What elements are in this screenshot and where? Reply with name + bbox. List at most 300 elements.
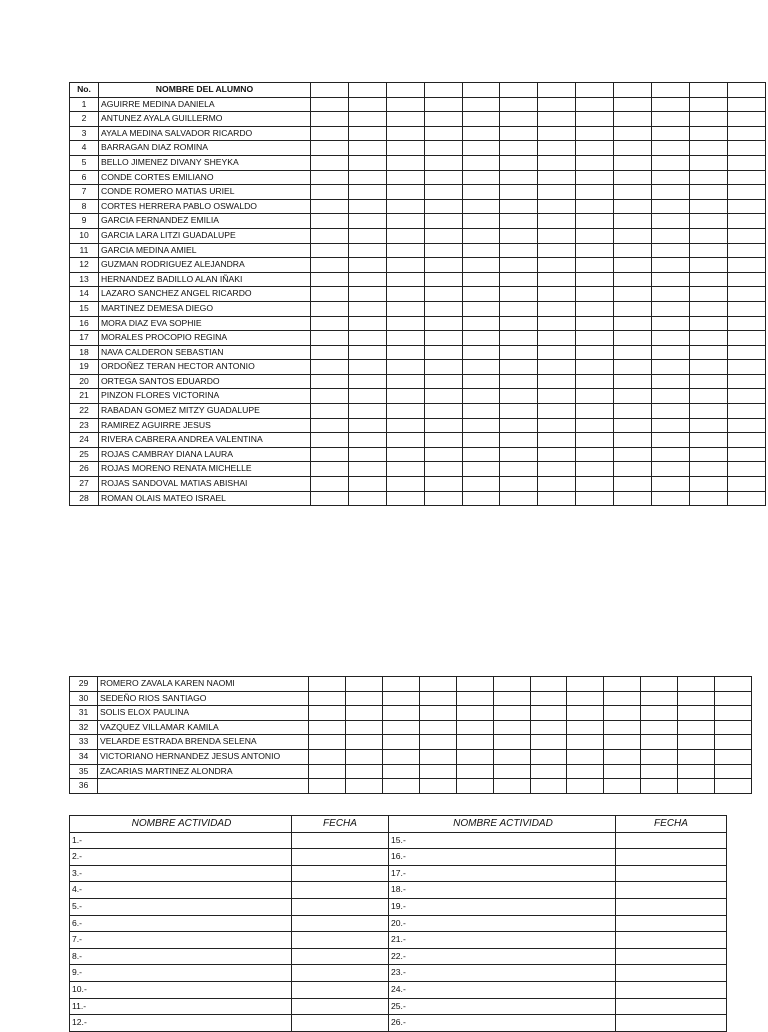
grade-cell[interactable] <box>689 112 727 127</box>
grade-cell[interactable] <box>311 345 349 360</box>
grade-cell[interactable] <box>689 258 727 273</box>
grade-cell[interactable] <box>614 331 652 346</box>
grade-cell[interactable] <box>311 316 349 331</box>
grade-cell[interactable] <box>727 418 765 433</box>
grade-cell[interactable] <box>727 374 765 389</box>
activity-date-cell[interactable] <box>616 915 727 932</box>
grade-cell[interactable] <box>652 170 690 185</box>
grade-cell[interactable] <box>311 214 349 229</box>
grade-cell[interactable] <box>386 228 424 243</box>
activity-date-cell[interactable] <box>616 849 727 866</box>
grade-cell[interactable] <box>652 477 690 492</box>
grade-cell[interactable] <box>348 170 386 185</box>
grade-cell[interactable] <box>424 170 462 185</box>
grade-cell[interactable] <box>500 97 538 112</box>
grade-cell[interactable] <box>311 228 349 243</box>
grade-cell[interactable] <box>386 141 424 156</box>
grade-cell[interactable] <box>500 272 538 287</box>
grade-cell[interactable] <box>386 243 424 258</box>
grade-cell[interactable] <box>652 155 690 170</box>
grade-cell[interactable] <box>576 126 614 141</box>
grade-cell[interactable] <box>386 477 424 492</box>
grade-cell[interactable] <box>456 749 493 764</box>
grade-cell[interactable] <box>567 749 604 764</box>
grade-cell[interactable] <box>576 447 614 462</box>
grade-cell[interactable] <box>311 462 349 477</box>
activity-date-cell[interactable] <box>292 1015 389 1032</box>
grade-cell[interactable] <box>576 301 614 316</box>
grade-cell[interactable] <box>604 735 641 750</box>
grade-cell[interactable] <box>614 170 652 185</box>
grade-cell[interactable] <box>311 126 349 141</box>
grade-cell[interactable] <box>309 735 346 750</box>
grade-cell[interactable] <box>576 374 614 389</box>
grade-cell[interactable] <box>652 404 690 419</box>
grade-cell[interactable] <box>462 447 500 462</box>
grade-cell[interactable] <box>348 199 386 214</box>
grade-cell[interactable] <box>311 331 349 346</box>
grade-cell[interactable] <box>614 97 652 112</box>
grade-cell[interactable] <box>386 126 424 141</box>
grade-cell[interactable] <box>689 433 727 448</box>
grade-cell[interactable] <box>652 301 690 316</box>
grade-cell[interactable] <box>462 477 500 492</box>
grade-cell[interactable] <box>614 389 652 404</box>
grade-cell[interactable] <box>462 126 500 141</box>
grade-cell[interactable] <box>567 779 604 794</box>
grade-cell[interactable] <box>500 374 538 389</box>
grade-cell[interactable] <box>689 287 727 302</box>
grade-cell[interactable] <box>576 345 614 360</box>
grade-cell[interactable] <box>538 141 576 156</box>
grade-cell[interactable] <box>386 360 424 375</box>
grade-cell[interactable] <box>346 706 383 721</box>
grade-cell[interactable] <box>456 764 493 779</box>
grade-cell[interactable] <box>652 418 690 433</box>
grade-cell[interactable] <box>576 228 614 243</box>
grade-cell[interactable] <box>456 691 493 706</box>
grade-cell[interactable] <box>424 331 462 346</box>
grade-cell[interactable] <box>456 735 493 750</box>
grade-cell[interactable] <box>382 749 419 764</box>
grade-cell[interactable] <box>614 199 652 214</box>
grade-cell[interactable] <box>462 374 500 389</box>
grade-cell[interactable] <box>500 316 538 331</box>
grade-cell[interactable] <box>493 735 530 750</box>
grade-cell[interactable] <box>614 141 652 156</box>
grade-cell[interactable] <box>614 126 652 141</box>
grade-cell[interactable] <box>576 199 614 214</box>
activity-date-cell[interactable] <box>616 981 727 998</box>
grade-cell[interactable] <box>311 360 349 375</box>
activity-date-cell[interactable] <box>616 965 727 982</box>
grade-cell[interactable] <box>462 170 500 185</box>
grade-cell[interactable] <box>727 272 765 287</box>
grade-cell[interactable] <box>715 677 752 692</box>
grade-cell[interactable] <box>462 301 500 316</box>
grade-cell[interactable] <box>348 389 386 404</box>
grade-cell[interactable] <box>604 677 641 692</box>
grade-cell[interactable] <box>614 112 652 127</box>
grade-cell[interactable] <box>462 345 500 360</box>
grade-cell[interactable] <box>576 360 614 375</box>
grade-cell[interactable] <box>530 749 567 764</box>
grade-cell[interactable] <box>652 97 690 112</box>
grade-cell[interactable] <box>348 141 386 156</box>
grade-cell[interactable] <box>641 779 678 794</box>
grade-cell[interactable] <box>567 706 604 721</box>
grade-cell[interactable] <box>576 389 614 404</box>
grade-cell[interactable] <box>538 345 576 360</box>
grade-cell[interactable] <box>652 462 690 477</box>
grade-cell[interactable] <box>614 258 652 273</box>
grade-cell[interactable] <box>424 301 462 316</box>
activity-date-cell[interactable] <box>292 882 389 899</box>
grade-cell[interactable] <box>614 477 652 492</box>
grade-cell[interactable] <box>456 779 493 794</box>
grade-cell[interactable] <box>614 228 652 243</box>
grade-cell[interactable] <box>348 491 386 506</box>
grade-cell[interactable] <box>538 389 576 404</box>
grade-cell[interactable] <box>500 477 538 492</box>
grade-cell[interactable] <box>530 764 567 779</box>
activity-date-cell[interactable] <box>616 932 727 949</box>
grade-cell[interactable] <box>424 462 462 477</box>
grade-cell[interactable] <box>576 462 614 477</box>
grade-cell[interactable] <box>382 706 419 721</box>
grade-cell[interactable] <box>614 214 652 229</box>
grade-cell[interactable] <box>424 433 462 448</box>
grade-cell[interactable] <box>309 720 346 735</box>
grade-cell[interactable] <box>500 447 538 462</box>
grade-cell[interactable] <box>462 316 500 331</box>
grade-cell[interactable] <box>386 155 424 170</box>
grade-cell[interactable] <box>652 316 690 331</box>
grade-cell[interactable] <box>641 706 678 721</box>
grade-cell[interactable] <box>652 199 690 214</box>
grade-cell[interactable] <box>538 360 576 375</box>
grade-cell[interactable] <box>604 691 641 706</box>
grade-cell[interactable] <box>462 112 500 127</box>
grade-cell[interactable] <box>462 389 500 404</box>
grade-cell[interactable] <box>576 272 614 287</box>
grade-cell[interactable] <box>727 462 765 477</box>
grade-cell[interactable] <box>311 491 349 506</box>
grade-cell[interactable] <box>424 316 462 331</box>
grade-cell[interactable] <box>311 433 349 448</box>
grade-cell[interactable] <box>727 404 765 419</box>
grade-cell[interactable] <box>614 301 652 316</box>
grade-cell[interactable] <box>311 301 349 316</box>
grade-cell[interactable] <box>689 228 727 243</box>
grade-cell[interactable] <box>311 272 349 287</box>
grade-cell[interactable] <box>386 491 424 506</box>
grade-cell[interactable] <box>386 433 424 448</box>
grade-cell[interactable] <box>346 749 383 764</box>
grade-cell[interactable] <box>348 112 386 127</box>
grade-cell[interactable] <box>386 214 424 229</box>
grade-cell[interactable] <box>386 404 424 419</box>
grade-cell[interactable] <box>641 735 678 750</box>
grade-cell[interactable] <box>652 389 690 404</box>
grade-cell[interactable] <box>424 185 462 200</box>
grade-cell[interactable] <box>493 706 530 721</box>
grade-cell[interactable] <box>424 404 462 419</box>
grade-cell[interactable] <box>576 214 614 229</box>
grade-cell[interactable] <box>614 447 652 462</box>
grade-cell[interactable] <box>311 258 349 273</box>
grade-cell[interactable] <box>538 433 576 448</box>
grade-cell[interactable] <box>462 185 500 200</box>
grade-cell[interactable] <box>386 287 424 302</box>
grade-cell[interactable] <box>419 764 456 779</box>
grade-cell[interactable] <box>678 706 715 721</box>
grade-cell[interactable] <box>500 301 538 316</box>
grade-cell[interactable] <box>462 97 500 112</box>
grade-cell[interactable] <box>689 185 727 200</box>
grade-cell[interactable] <box>462 155 500 170</box>
grade-cell[interactable] <box>652 433 690 448</box>
grade-cell[interactable] <box>689 404 727 419</box>
grade-cell[interactable] <box>538 155 576 170</box>
grade-cell[interactable] <box>727 433 765 448</box>
grade-cell[interactable] <box>538 491 576 506</box>
grade-cell[interactable] <box>689 97 727 112</box>
activity-date-cell[interactable] <box>616 898 727 915</box>
grade-cell[interactable] <box>576 331 614 346</box>
grade-cell[interactable] <box>462 331 500 346</box>
grade-cell[interactable] <box>538 418 576 433</box>
grade-cell[interactable] <box>493 677 530 692</box>
grade-cell[interactable] <box>715 749 752 764</box>
grade-cell[interactable] <box>727 243 765 258</box>
grade-cell[interactable] <box>456 706 493 721</box>
grade-cell[interactable] <box>538 243 576 258</box>
grade-cell[interactable] <box>348 345 386 360</box>
grade-cell[interactable] <box>678 779 715 794</box>
grade-cell[interactable] <box>309 691 346 706</box>
grade-cell[interactable] <box>348 214 386 229</box>
grade-cell[interactable] <box>614 360 652 375</box>
grade-cell[interactable] <box>715 735 752 750</box>
grade-cell[interactable] <box>530 691 567 706</box>
grade-cell[interactable] <box>382 691 419 706</box>
grade-cell[interactable] <box>493 720 530 735</box>
grade-cell[interactable] <box>500 112 538 127</box>
grade-cell[interactable] <box>424 141 462 156</box>
grade-cell[interactable] <box>538 97 576 112</box>
grade-cell[interactable] <box>500 360 538 375</box>
grade-cell[interactable] <box>424 360 462 375</box>
activity-date-cell[interactable] <box>616 865 727 882</box>
grade-cell[interactable] <box>311 447 349 462</box>
grade-cell[interactable] <box>493 764 530 779</box>
grade-cell[interactable] <box>424 112 462 127</box>
grade-cell[interactable] <box>652 447 690 462</box>
grade-cell[interactable] <box>311 243 349 258</box>
grade-cell[interactable] <box>386 301 424 316</box>
grade-cell[interactable] <box>538 477 576 492</box>
activity-date-cell[interactable] <box>292 932 389 949</box>
grade-cell[interactable] <box>462 141 500 156</box>
grade-cell[interactable] <box>311 477 349 492</box>
grade-cell[interactable] <box>348 447 386 462</box>
grade-cell[interactable] <box>641 677 678 692</box>
grade-cell[interactable] <box>689 126 727 141</box>
grade-cell[interactable] <box>538 126 576 141</box>
activity-date-cell[interactable] <box>616 882 727 899</box>
grade-cell[interactable] <box>538 404 576 419</box>
grade-cell[interactable] <box>652 360 690 375</box>
grade-cell[interactable] <box>614 243 652 258</box>
grade-cell[interactable] <box>348 97 386 112</box>
grade-cell[interactable] <box>689 447 727 462</box>
grade-cell[interactable] <box>382 735 419 750</box>
grade-cell[interactable] <box>500 287 538 302</box>
grade-cell[interactable] <box>311 170 349 185</box>
grade-cell[interactable] <box>386 462 424 477</box>
grade-cell[interactable] <box>652 141 690 156</box>
grade-cell[interactable] <box>462 462 500 477</box>
grade-cell[interactable] <box>538 228 576 243</box>
grade-cell[interactable] <box>727 141 765 156</box>
grade-cell[interactable] <box>678 764 715 779</box>
grade-cell[interactable] <box>419 677 456 692</box>
grade-cell[interactable] <box>462 272 500 287</box>
grade-cell[interactable] <box>727 97 765 112</box>
grade-cell[interactable] <box>538 272 576 287</box>
grade-cell[interactable] <box>462 243 500 258</box>
grade-cell[interactable] <box>311 418 349 433</box>
grade-cell[interactable] <box>604 749 641 764</box>
grade-cell[interactable] <box>462 433 500 448</box>
grade-cell[interactable] <box>462 360 500 375</box>
activity-date-cell[interactable] <box>292 832 389 849</box>
grade-cell[interactable] <box>309 677 346 692</box>
grade-cell[interactable] <box>538 214 576 229</box>
grade-cell[interactable] <box>346 779 383 794</box>
grade-cell[interactable] <box>538 287 576 302</box>
grade-cell[interactable] <box>382 764 419 779</box>
grade-cell[interactable] <box>727 301 765 316</box>
grade-cell[interactable] <box>614 316 652 331</box>
grade-cell[interactable] <box>348 316 386 331</box>
grade-cell[interactable] <box>348 272 386 287</box>
activity-date-cell[interactable] <box>292 965 389 982</box>
grade-cell[interactable] <box>346 677 383 692</box>
grade-cell[interactable] <box>641 720 678 735</box>
grade-cell[interactable] <box>538 258 576 273</box>
grade-cell[interactable] <box>311 155 349 170</box>
grade-cell[interactable] <box>715 720 752 735</box>
grade-cell[interactable] <box>652 491 690 506</box>
grade-cell[interactable] <box>382 720 419 735</box>
grade-cell[interactable] <box>424 126 462 141</box>
grade-cell[interactable] <box>576 141 614 156</box>
activity-date-cell[interactable] <box>292 898 389 915</box>
grade-cell[interactable] <box>309 749 346 764</box>
grade-cell[interactable] <box>348 287 386 302</box>
grade-cell[interactable] <box>311 374 349 389</box>
grade-cell[interactable] <box>538 199 576 214</box>
grade-cell[interactable] <box>348 185 386 200</box>
grade-cell[interactable] <box>652 112 690 127</box>
grade-cell[interactable] <box>576 316 614 331</box>
grade-cell[interactable] <box>348 258 386 273</box>
grade-cell[interactable] <box>493 691 530 706</box>
grade-cell[interactable] <box>689 374 727 389</box>
grade-cell[interactable] <box>689 477 727 492</box>
grade-cell[interactable] <box>567 691 604 706</box>
grade-cell[interactable] <box>538 170 576 185</box>
grade-cell[interactable] <box>424 199 462 214</box>
grade-cell[interactable] <box>346 735 383 750</box>
grade-cell[interactable] <box>576 404 614 419</box>
grade-cell[interactable] <box>715 706 752 721</box>
grade-cell[interactable] <box>576 97 614 112</box>
grade-cell[interactable] <box>689 301 727 316</box>
grade-cell[interactable] <box>500 418 538 433</box>
grade-cell[interactable] <box>386 316 424 331</box>
grade-cell[interactable] <box>424 258 462 273</box>
grade-cell[interactable] <box>727 491 765 506</box>
grade-cell[interactable] <box>715 691 752 706</box>
grade-cell[interactable] <box>419 720 456 735</box>
grade-cell[interactable] <box>346 764 383 779</box>
grade-cell[interactable] <box>576 287 614 302</box>
grade-cell[interactable] <box>462 287 500 302</box>
grade-cell[interactable] <box>311 97 349 112</box>
activity-date-cell[interactable] <box>616 1015 727 1032</box>
grade-cell[interactable] <box>727 360 765 375</box>
grade-cell[interactable] <box>538 462 576 477</box>
grade-cell[interactable] <box>309 779 346 794</box>
grade-cell[interactable] <box>614 155 652 170</box>
grade-cell[interactable] <box>652 258 690 273</box>
grade-cell[interactable] <box>493 779 530 794</box>
grade-cell[interactable] <box>727 170 765 185</box>
grade-cell[interactable] <box>678 691 715 706</box>
grade-cell[interactable] <box>576 433 614 448</box>
grade-cell[interactable] <box>424 243 462 258</box>
grade-cell[interactable] <box>689 389 727 404</box>
grade-cell[interactable] <box>689 155 727 170</box>
activity-date-cell[interactable] <box>292 981 389 998</box>
activity-date-cell[interactable] <box>616 948 727 965</box>
grade-cell[interactable] <box>500 258 538 273</box>
grade-cell[interactable] <box>424 418 462 433</box>
grade-cell[interactable] <box>462 228 500 243</box>
grade-cell[interactable] <box>614 404 652 419</box>
grade-cell[interactable] <box>424 477 462 492</box>
grade-cell[interactable] <box>727 199 765 214</box>
grade-cell[interactable] <box>419 735 456 750</box>
grade-cell[interactable] <box>462 418 500 433</box>
grade-cell[interactable] <box>500 228 538 243</box>
grade-cell[interactable] <box>538 316 576 331</box>
grade-cell[interactable] <box>500 185 538 200</box>
grade-cell[interactable] <box>500 243 538 258</box>
grade-cell[interactable] <box>576 112 614 127</box>
grade-cell[interactable] <box>689 141 727 156</box>
grade-cell[interactable] <box>500 462 538 477</box>
grade-cell[interactable] <box>456 720 493 735</box>
grade-cell[interactable] <box>576 155 614 170</box>
grade-cell[interactable] <box>419 749 456 764</box>
grade-cell[interactable] <box>386 447 424 462</box>
activity-date-cell[interactable] <box>292 865 389 882</box>
grade-cell[interactable] <box>493 749 530 764</box>
